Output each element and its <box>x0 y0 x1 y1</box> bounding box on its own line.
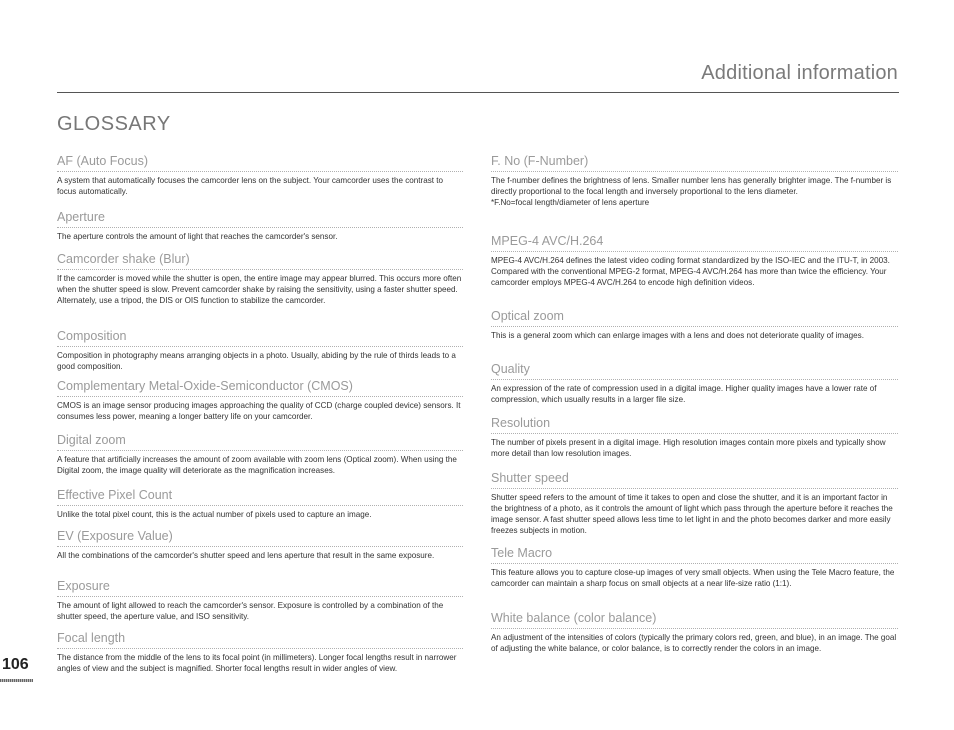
term-title: Camcorder shake (Blur) <box>57 252 463 270</box>
page-number: 106 <box>2 656 29 673</box>
glossary-title: GLOSSARY <box>57 113 171 135</box>
term-cmos <box>57 379 463 433</box>
term-title: Tele Macro <box>491 546 898 564</box>
term-exposure <box>57 579 463 631</box>
term-title: Focal length <box>57 631 463 649</box>
header-rule <box>57 92 899 93</box>
term-title: Quality <box>491 362 898 380</box>
term-tele-macro <box>491 546 898 611</box>
term-description: Unlike the total pixel count, this is the actual number of pixels used to capture an image. <box>57 510 372 519</box>
term-title: Complementary Metal-Oxide-Semiconductor (CMOS) <box>57 379 463 397</box>
term-mpeg4 <box>491 234 898 309</box>
term-description: A feature that artificially increases the amount of zoom available with zoom lens (Optical zoom). When using the Digital zoom, the image quality will deteriorate as the magnification increases. <box>57 455 457 475</box>
term-quality <box>491 362 898 416</box>
term-focal-length <box>57 631 463 674</box>
term-title: Exposure <box>57 579 463 597</box>
term-title: Optical zoom <box>491 309 898 327</box>
term-description: The number of pixels present in a digital image. High resolution images contain more pixels and typically show more detail than low resolution images. <box>491 438 886 458</box>
term-effective-pixel-count <box>57 488 463 529</box>
term-description: The distance from the middle of the lens to its focal point (in millimeters). Longer focal lengths result in narrower angles of view and the subject is magnified. Shorter focal lengths result in wider angles of view. <box>57 653 457 673</box>
term-description: The amount of light allowed to reach the camcorder's sensor. Exposure is controlled by a combination of the shutter speed, the aperture value, and ISO sensitivity. <box>57 601 444 621</box>
term-optical-zoom <box>491 309 898 362</box>
term-title: EV (Exposure Value) <box>57 529 463 547</box>
term-digital-zoom <box>57 433 463 488</box>
term-description: The aperture controls the amount of light that reaches the camcorder's sensor. <box>57 232 338 241</box>
term-title: Resolution <box>491 416 898 434</box>
term-description: MPEG-4 AVC/H.264 defines the latest video coding format standardized by the ISO-IEC and the ITU-T, in 2003. Compared with the conventional MPEG-2 format, MPEG-4 AVC/H.264 has more than twice the efficiency. Your camcorder employs MPEG-4 AVC/H.264 to encode high definition videos. <box>491 256 890 287</box>
term-description: An expression of the rate of compression used in a digital image. Higher quality images have a lower rate of compression, which usually results in a larger file size. <box>491 384 877 404</box>
term-title: White balance (color balance) <box>491 611 898 629</box>
term-description: This is a general zoom which can enlarge images with a lens and does not deteriorate quality of images. <box>491 331 864 340</box>
term-aperture <box>57 210 463 252</box>
term-title: Effective Pixel Count <box>57 488 463 506</box>
term-description: Shutter speed refers to the amount of time it takes to open and close the shutter, and it is an important factor in the brightness of a photo, as it controls the amount of light which pass through the aperture before it reaches the image sensor. A fast shutter speed allows less time to let light in and the photo becomes darker and more easily freezes subjects in motion. <box>491 493 893 535</box>
term-description: All the combinations of the camcorder's shutter speed and lens aperture that result in the same exposure. <box>57 551 435 560</box>
term-title: AF (Auto Focus) <box>57 154 463 172</box>
term-ev <box>57 529 463 579</box>
term-f-number <box>491 154 898 234</box>
term-title: Digital zoom <box>57 433 463 451</box>
term-composition <box>57 329 463 379</box>
term-description: If the camcorder is moved while the shutter is open, the entire image may appear blurred. This occurs more often when the shutter speed is slow. Prevent camcorder shake by raising the sensitivity, using a faster shutter speed. Alternately, use a tripod, the DIS or OIS function to stabilize the camcorder. <box>57 274 462 305</box>
term-description: CMOS is an image sensor producing images approaching the quality of CCD (charge coupled device) sensors. It consumes less power, meaning a longer battery life on your camcorder. <box>57 401 461 421</box>
term-title: F. No (F-Number) <box>491 154 898 172</box>
term-description: An adjustment of the intensities of colors (typically the primary colors red, green, and blue), in an image. The goal of adjusting the white balance, or color balance, is to correctly render the colors in an image. <box>491 633 897 653</box>
term-shutter-speed <box>491 471 898 546</box>
term-white-balance <box>491 611 898 654</box>
term-af <box>57 154 463 210</box>
header-title: Additional information <box>701 62 898 84</box>
term-resolution <box>491 416 898 471</box>
term-description: The f-number defines the brightness of lens. Smaller number lens has generally brighter image. The f-number is directly proportional to the focal length and inversely proportional to the lens diameter. *F.No=focal length/diameter of lens aperture <box>491 176 892 207</box>
term-title: Composition <box>57 329 463 347</box>
page-number-bar <box>0 679 33 682</box>
term-camcorder-shake <box>57 252 463 329</box>
term-title: MPEG-4 AVC/H.264 <box>491 234 898 252</box>
term-title: Aperture <box>57 210 463 228</box>
term-description: This feature allows you to capture close-up images of very small objects. When using the Tele Macro feature, the camcorder can maintain a sharp focus on small objects at a near life-size ratio (1:1). <box>491 568 895 588</box>
term-description: Composition in photography means arranging objects in a photo. Usually, abiding by the rule of thirds leads to a good composition. <box>57 351 456 371</box>
glossary-left-column <box>57 154 463 674</box>
glossary-right-column <box>491 154 898 654</box>
term-title: Shutter speed <box>491 471 898 489</box>
term-description: A system that automatically focuses the camcorder lens on the subject. Your camcorder uses the contrast to focus automatically. <box>57 176 443 196</box>
